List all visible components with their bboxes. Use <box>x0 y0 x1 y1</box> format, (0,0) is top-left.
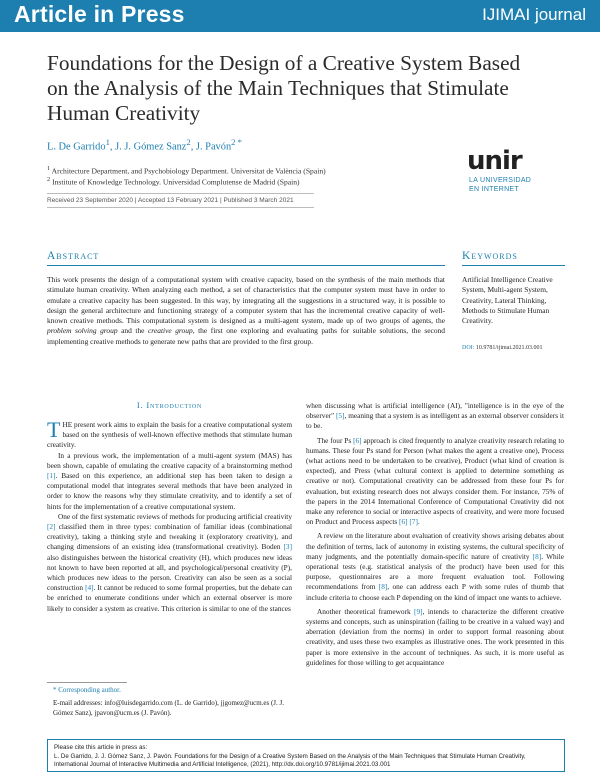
paragraph: Another theoretical framework [9], intends to characterize the different creative systems and concepts, such as uninspiration (failing to be creative in a valued way) and aberration (deviation from the norms) in order to support formal reasoning about creativity, and uses these two examples as illustrative ones. The work presented in this paper is more extensive in the account of techniques. As such, it is more useful as guidelines for those willing to get acquaintance <box>306 606 565 667</box>
keywords-text: Artificial Intelligence Creative System, Multi-agent System, Creativity, Lateral Thinking, Methods to Stimulate Human Creativity. <box>462 275 553 326</box>
citation-link[interactable]: [3] <box>283 542 292 552</box>
citation-link[interactable]: [9] <box>414 606 423 616</box>
author-affiliation-mark: 2 * <box>231 137 242 147</box>
citation-label: Please cite this article in press as: <box>54 744 148 751</box>
section-heading-introduction: I. Introduction <box>136 400 203 410</box>
citation-link[interactable]: [1] <box>47 471 56 481</box>
affiliation: $^2$ Institute of Knowledge Technology. Universidad Complutense de Madrid (Spain) <box>47 176 300 187</box>
paragraph: The four Ps [6] approach is cited frequently to analyze creativity research relating to humans. These four Ps stand for Person (what makes the agent a creative one), Process (what actions need to be undertaken to be creative), Product (what kind of creation is expected), and Press (what cultural context is applied to determine something as creative or not). Computational creativity can be addressed from these four Ps for evaluation, but existing research does not always consider them. For instance, 75% of the papers in the 2014 International Conference of Computational Creativity did not make any reference to social or interactive aspects of creativity, and were more focused on Product and Process aspects [6] [7]. <box>306 435 564 527</box>
unir-logo: unir LA UNIVERSIDAD EN INTERNET <box>467 146 532 193</box>
citation-link[interactable]: [2] <box>47 522 56 532</box>
citation-link[interactable]: [4] <box>85 583 94 593</box>
journal-name: IJIMAI journal <box>482 5 586 24</box>
citation-link[interactable]: [8] <box>378 582 388 592</box>
left-column <box>47 417 292 614</box>
author-affiliation-mark: 2 <box>186 137 191 147</box>
corresponding-author-note: * Corresponding author. <box>53 686 121 694</box>
paper-title: Foundations for the Design of a Creative System Based on the Analysis of the Main Techniques that Stimulate Human Creativity <box>47 51 521 125</box>
right-column <box>306 401 564 668</box>
drop-cap: T <box>47 417 61 442</box>
paragraph: A review on the literature about evaluation of creativity shows arising debates about the definition of terms, lack of autonomy in existing systems, the cultural specificity of many judgments, and the potentially domain-specific nature of creativity [8]. While operational tests (e.g. statistical analysis of the product) have been used for this purpose, questionnaires are a more frequent evaluation tool. Following recommendations from [8], one can address each P with some rules of thumb that include criteria to choose each P depending on the kind of impact one wants to achieve. <box>306 531 564 602</box>
paragraph: In a previous work, the implementation of a multi-agent system (MAS) has been shown, capable of emulating the creative capacity of a brainstorming method [1]. Based on this experience, an additional step has been taken to design a computational model that integrates several methods that have been analyzed in order to know the reasons why they stimulate creativity, and to identify a set of hints for the implementation of a creative computational system. <box>47 450 292 511</box>
publication-dates: Received 23 September 2020 | Accepted 13 February 2021 | Published 3 March 2021 <box>47 193 314 208</box>
citation-box <box>47 739 565 772</box>
author-link[interactable]: L. De Garrido <box>47 141 106 153</box>
author-affiliation-mark: 1 <box>105 137 110 147</box>
footnote-rule <box>47 682 127 683</box>
header-banner <box>0 0 600 32</box>
citation-link[interactable]: [6] <box>353 435 362 445</box>
author-list: L. De Garrido$^1$, J. J. Gómez Sanz$^2$, J. Pavón$^{2 *}$ <box>47 137 242 153</box>
article-in-press-label: Article in Press <box>14 1 185 27</box>
paragraph: One of the first systematic reviews of methods for producing artificial creativity [2] classified them in three types: combination of familiar ideas (combinational creativity), taking a thinking style and tweaking it (exploratory creativity), and changing dimensions of an existing idea (transformational creativity). Boden [3] also distinguishes between the historical creativity (H), which produces new ideas not known to have been reported at all, and psychological/personal creativity (P), which produces new ideas to the person. Creativity can also be seen as a social construction [4]. It cannot be reduced to some formal properties, but the debate can be enriched to enumerate conditions under which an external observer is more likely to consider a system as creative. This criterion is similar to one of the stances <box>47 511 292 613</box>
author-link[interactable]: J. Pavón <box>195 141 232 153</box>
abstract-heading: Abstract <box>47 250 100 262</box>
citation-link[interactable]: [8] <box>532 551 542 561</box>
paragraph: THE present work aims to explain the basis for a creative computational system based on the synthesis of well-known effective methods that stimulate human creativity. <box>47 417 292 450</box>
email-addresses: E-mail addresses: info@luisdegarrido.com (L. de Garrido), jjgomez@ucm.es (J. J. Gómez Sanz), jpavon@ucm.es (J. Pavón). <box>53 699 284 718</box>
keywords-heading: Keywords <box>462 250 518 262</box>
author-link[interactable]: J. J. Gómez Sanz <box>115 141 187 153</box>
abstract-rule <box>47 265 445 266</box>
citation-link[interactable]: [6] <box>399 517 408 527</box>
affiliation: $^1$ Architecture Department, and Psychobiology Department. Universitat de València (Spain) <box>47 165 326 176</box>
citation-text: L. De Garrido, J. J. Gómez Sanz, J. Pavón. Foundations for the Design of a Creative System Based on the Analysis of the Main Techniques that Stimulate Human Creativity, International Journal of Interactive Multimedia and Artificial Intelligence, (2021), http://dx.doi.org/10.9781/ijimai.2021.03.001 <box>54 752 526 769</box>
doi[interactable]: DOI: 10.9781/ijimai.2021.03.001 <box>462 345 543 351</box>
paragraph: when discussing what is artificial intelligence (AI), "intelligence is in the eye of the observer" [5], meaning that a system is as intelligent as an external observer considers it to be. <box>306 401 564 431</box>
keywords-rule <box>462 265 565 266</box>
citation-link[interactable]: [7] <box>409 517 418 527</box>
citation-link[interactable]: [5] <box>335 411 345 421</box>
abstract-text: This work presents the design of a computational system with creative capacity, based on the synthesis of the main methods that stimulate human creativity. When analyzing each method, a set of characteristics that the computer system must have in order to emulate a creative capacity has been suggested. In this way, by integrating all the suggestions in a structured way, it is possible to design the general architecture and functioning strategy of a computer system that has the incremental creative capacity of well-known creative methods. This computational system is designed as a multi-agent system, made up of two groups of agents, the problem solving group and the creative group, the first one exploring and evaluating paths for suitable solutions, the second implementing creative methods to generate new paths that are provided to the first group. <box>47 275 445 346</box>
